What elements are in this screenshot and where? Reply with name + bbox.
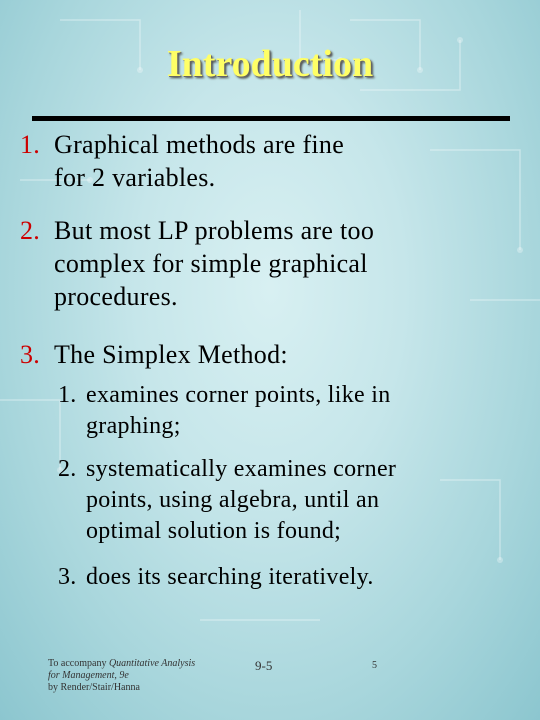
list-item-line: But most LP problems are too [54,216,375,245]
list-item-number: 1. [20,130,41,159]
list-item [20,214,480,313]
sub-list-item [58,380,498,442]
footer-credit [48,658,228,694]
sub-list-item-line: systematically examines corner [86,456,397,482]
footer-line-1 [48,658,228,670]
sub-list-item-line: does its searching iteratively. [86,564,374,590]
list-item [20,128,460,194]
list-item-line: Graphical methods are fine [54,130,345,159]
footer-line-2: for Management, 9e [48,670,129,681]
title-divider [32,116,510,121]
footer-line-3: by Render/Stair/Hanna [48,682,140,693]
footer-book-title: Quantitative Analysis [108,658,196,669]
sub-list-item-number: 2. [58,456,77,482]
sub-list-item-line: optimal solution is found; [86,518,342,544]
list-item-line: procedures. [54,282,178,311]
sub-list-item-line: graphing; [86,413,181,439]
list-item-line: complex for simple graphical [54,249,368,278]
sub-list-item-number: 1. [58,382,77,408]
list-item-number: 2. [20,216,41,245]
sub-list-item [58,454,498,547]
chapter-page-label: 9-5 [255,658,273,673]
list-item-line: The Simplex Method: [54,340,288,369]
sub-list-item-number: 3. [58,564,77,590]
slide-title: Introduction [166,43,374,85]
footer-prefix: To accompany [48,658,109,669]
sub-list-item-line: points, using algebra, until an [86,487,380,513]
list-item-number: 3. [20,340,41,369]
slide-number: 5 [372,660,377,671]
sub-list-item-line: examines corner points, like in [86,382,391,408]
list-item-line: for 2 variables. [54,163,216,192]
list-item [20,338,480,371]
sub-list-item [58,562,498,593]
